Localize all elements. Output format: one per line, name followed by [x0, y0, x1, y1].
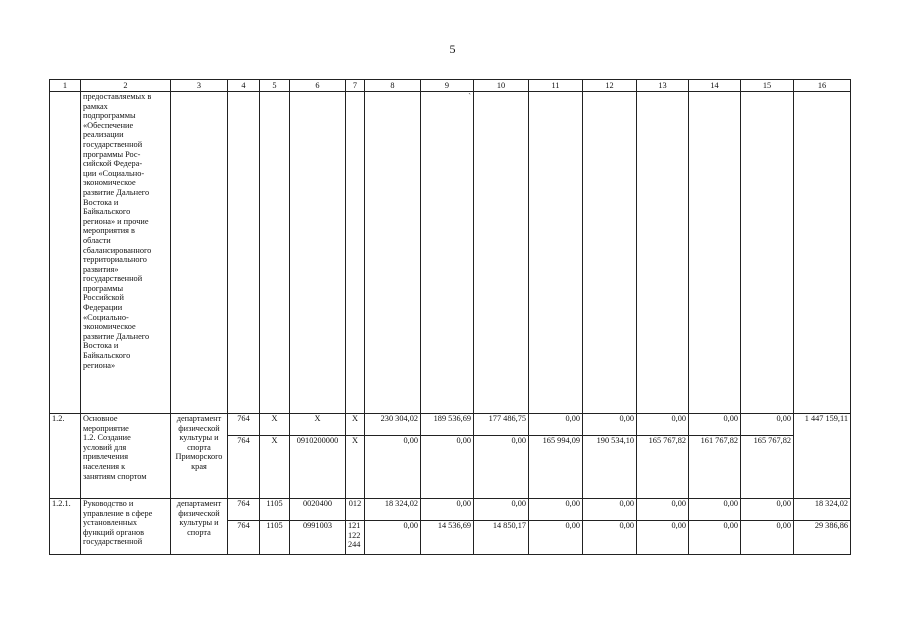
- row-number: 1.2.: [50, 414, 81, 499]
- cell-csr: 0020400: [290, 499, 346, 521]
- header-cell: 16: [794, 80, 851, 92]
- cell-value: 165 767,82: [637, 436, 689, 499]
- cell-value: 0,00: [637, 499, 689, 521]
- header-cell: 5: [260, 80, 290, 92]
- cell-value: 0,00: [365, 521, 421, 555]
- cell-total: 29 386,86: [794, 521, 851, 555]
- header-cell: 10: [474, 80, 529, 92]
- cell-value: 0,00: [529, 521, 583, 555]
- header-cell: 7: [346, 80, 365, 92]
- cell-value: 14 536,69: [421, 521, 474, 555]
- cell-grbs: 764: [228, 414, 260, 436]
- header-cell: 2: [81, 80, 171, 92]
- header-cell: 13: [637, 80, 689, 92]
- cell-rzpr: 1105: [260, 499, 290, 521]
- cell-value: 0,00: [637, 521, 689, 555]
- cell-grbs: 764: [228, 521, 260, 555]
- cell-grbs: 764: [228, 436, 260, 499]
- cell-vr: 012: [346, 499, 365, 521]
- cell-total: 18 324,02: [794, 499, 851, 521]
- cell-value: 0,00: [637, 414, 689, 436]
- cell-value: 18 324,02: [365, 499, 421, 521]
- cell-value: 0,00: [365, 436, 421, 499]
- cell-vr: X: [346, 414, 365, 436]
- cell-csr: X: [290, 414, 346, 436]
- cell-value: 165 994,09: [529, 436, 583, 499]
- cell-value: 0,00: [583, 521, 637, 555]
- row-executor: департамент физической культуры и спорта Приморского края: [171, 414, 228, 499]
- cell-value: 0,00: [741, 414, 794, 436]
- header-cell: 14: [689, 80, 741, 92]
- cell-value: 14 850,17: [474, 521, 529, 555]
- page-number: 5: [449, 42, 456, 56]
- budget-table: [49, 79, 851, 555]
- cell-value: 0,00: [583, 414, 637, 436]
- cell-value: 0,00: [741, 521, 794, 555]
- continuation-text: предоставляемых в рамках подпрограммы «Обеспечение реализации государственной программы Рос- сийской Федера- ции «Социально- экономическое развитие Дальнего Востока и Байкальского региона» и прочие мероприятия в области сбалансированного территориального развития» государственной программы Российской Федерации «Социально- экономическое развитие Дальнего Востока и Байкальского региона»: [81, 92, 171, 414]
- cell-value: 189 536,69: [421, 414, 474, 436]
- cell-value: 0,00: [421, 499, 474, 521]
- table-row-1-2-line-1: [50, 414, 851, 436]
- header-cell: 1: [50, 80, 81, 92]
- cell-vr: 121 122 244: [346, 521, 365, 555]
- header-row: [50, 80, 851, 92]
- cell-total: 1 447 159,11: [794, 414, 851, 499]
- stray-mark: `: [421, 92, 474, 414]
- table-row-1-2-1-line-1: [50, 499, 851, 521]
- cell-rzpr: X: [260, 436, 290, 499]
- cell-grbs: 764: [228, 499, 260, 521]
- cell-value: 190 534,10: [583, 436, 637, 499]
- row-name: Основное мероприятие 1.2. Создание условий для привлечения населения к занятиям спортом: [81, 414, 171, 499]
- header-cell: 3: [171, 80, 228, 92]
- cell-rzpr: X: [260, 414, 290, 436]
- header-cell: 9: [421, 80, 474, 92]
- cell-value: 0,00: [529, 499, 583, 521]
- cell-csr: 0910200000: [290, 436, 346, 499]
- header-cell: 11: [529, 80, 583, 92]
- cell-value: 230 304,02: [365, 414, 421, 436]
- row-number: 1.2.1.: [50, 499, 81, 555]
- cell-value: 177 486,75: [474, 414, 529, 436]
- cell-value: 0,00: [529, 414, 583, 436]
- cell-value: 0,00: [689, 414, 741, 436]
- row-name: Руководство и управление в сфере установленных функций органов государственной: [81, 499, 171, 555]
- cell-value: 0,00: [421, 436, 474, 499]
- cell-vr: X: [346, 436, 365, 499]
- cell-value: 0,00: [689, 521, 741, 555]
- cell-value: 0,00: [741, 499, 794, 521]
- header-cell: 6: [290, 80, 346, 92]
- cell-value: 0,00: [689, 499, 741, 521]
- cell-value: 0,00: [474, 436, 529, 499]
- cell-csr: 0991003: [290, 521, 346, 555]
- cell-value: 0,00: [474, 499, 529, 521]
- header-cell: 12: [583, 80, 637, 92]
- cell-rzpr: 1105: [260, 521, 290, 555]
- header-cell: 15: [741, 80, 794, 92]
- header-cell: 8: [365, 80, 421, 92]
- cell-value: 165 767,82: [741, 436, 794, 499]
- cell-value: 161 767,82: [689, 436, 741, 499]
- row-executor: департамент физической культуры и спорта: [171, 499, 228, 555]
- cell-value: 0,00: [583, 499, 637, 521]
- header-cell: 4: [228, 80, 260, 92]
- continuation-row: [50, 92, 851, 414]
